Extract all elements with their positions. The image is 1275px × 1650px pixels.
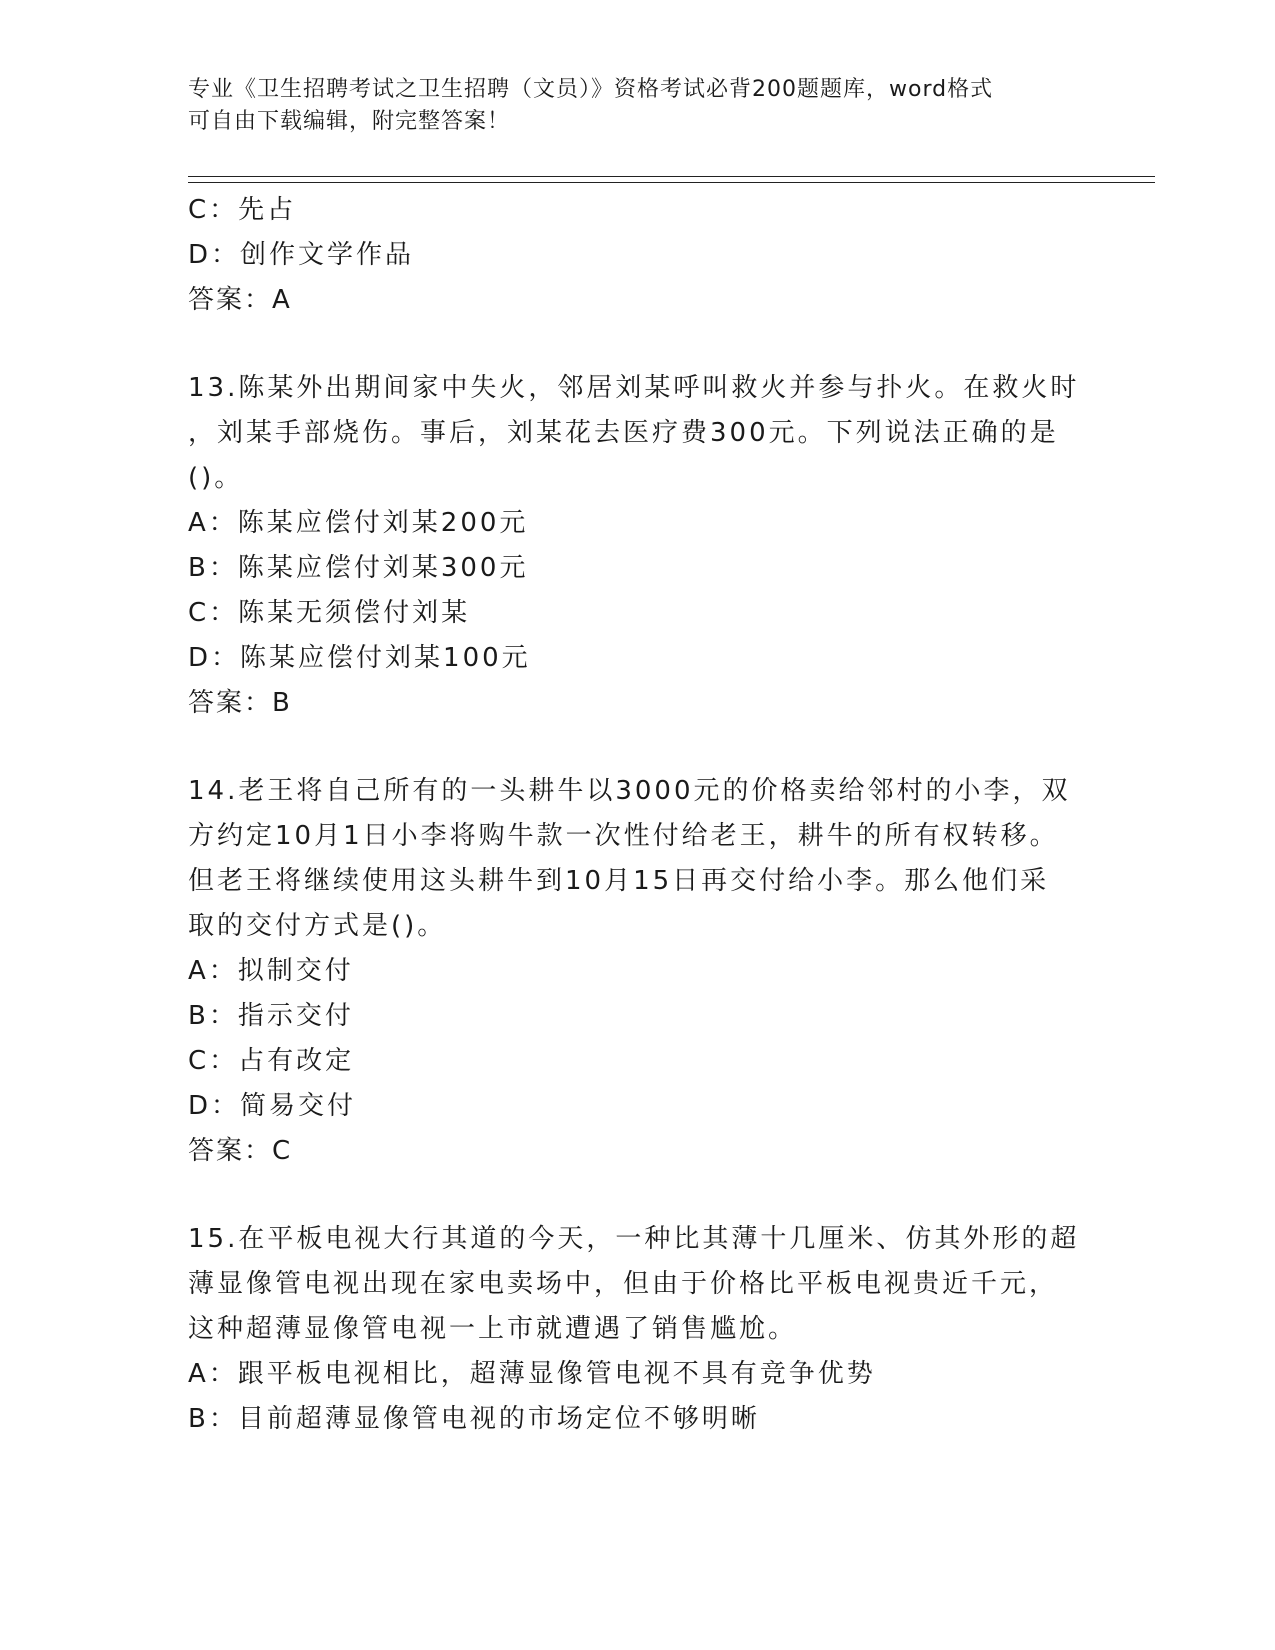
spacer bbox=[188, 726, 1088, 769]
question-text-line: 但老王将继续使用这头耕牛到10月15日再交付给小李。那么他们采 bbox=[188, 866, 1050, 896]
option-b: B：指示交付 bbox=[188, 1001, 354, 1031]
option-c: C：陈某无须偿付刘某 bbox=[188, 598, 471, 628]
answer-line: 答案：C bbox=[188, 1136, 293, 1166]
header-title-line-1: 专业《卫生招聘考试之卫生招聘（文员）》资格考试必背200题题库，word格式 bbox=[188, 77, 994, 102]
answer-line: 答案：A bbox=[188, 285, 292, 315]
option-a: A：拟制交付 bbox=[188, 956, 354, 986]
question-list bbox=[188, 188, 1088, 1442]
question-text-line: 取的交付方式是()。 bbox=[188, 911, 447, 941]
header-divider-bottom bbox=[188, 182, 1155, 183]
question-text-line: 薄显像管电视出现在家电卖场中，但由于价格比平板电视贵近千元， bbox=[188, 1269, 1059, 1299]
question-text-line: 13.陈某外出期间家中失火，邻居刘某呼叫救火并参与扑火。在救火时 bbox=[188, 373, 1080, 403]
header-title-line-2: 可自由下载编辑，附完整答案！ bbox=[188, 109, 511, 134]
question-text-line: ()。 bbox=[188, 463, 244, 493]
option-c: C：先占 bbox=[188, 195, 297, 225]
option-d: D：陈某应偿付刘某100元 bbox=[188, 643, 531, 673]
question-14 bbox=[188, 769, 1088, 1174]
question-text-line: 15.在平板电视大行其道的今天，一种比其薄十几厘米、仿其外形的超 bbox=[188, 1224, 1080, 1254]
answer-line: 答案：B bbox=[188, 688, 292, 718]
question-13 bbox=[188, 366, 1088, 726]
question-15 bbox=[188, 1217, 1088, 1442]
question-text-line: 14.老王将自己所有的一头耕牛以3000元的价格卖给邻村的小李，双 bbox=[188, 776, 1071, 806]
question-text-line: 这种超薄显像管电视一上市就遭遇了销售尴尬。 bbox=[188, 1314, 798, 1344]
option-a: A：跟平板电视相比，超薄显像管电视不具有竞争优势 bbox=[188, 1359, 876, 1389]
option-b: B：目前超薄显像管电视的市场定位不够明晰 bbox=[188, 1404, 760, 1434]
question-text-line: ，刘某手部烧伤。事后，刘某花去医疗费300元。下列说法正确的是 bbox=[188, 418, 1059, 448]
option-c: C：占有改定 bbox=[188, 1046, 355, 1076]
document-header bbox=[188, 74, 1068, 138]
option-b: B：陈某应偿付刘某300元 bbox=[188, 553, 529, 583]
option-d: D：简易交付 bbox=[188, 1091, 357, 1121]
spacer bbox=[188, 323, 1088, 366]
option-d: D：创作文学作品 bbox=[188, 240, 415, 270]
header-divider-top bbox=[188, 176, 1155, 177]
question-12 bbox=[188, 188, 1088, 323]
option-a: A：陈某应偿付刘某200元 bbox=[188, 508, 529, 538]
spacer bbox=[188, 1174, 1088, 1217]
question-text-line: 方约定10月1日小李将购牛款一次性付给老王，耕牛的所有权转移。 bbox=[188, 821, 1059, 851]
